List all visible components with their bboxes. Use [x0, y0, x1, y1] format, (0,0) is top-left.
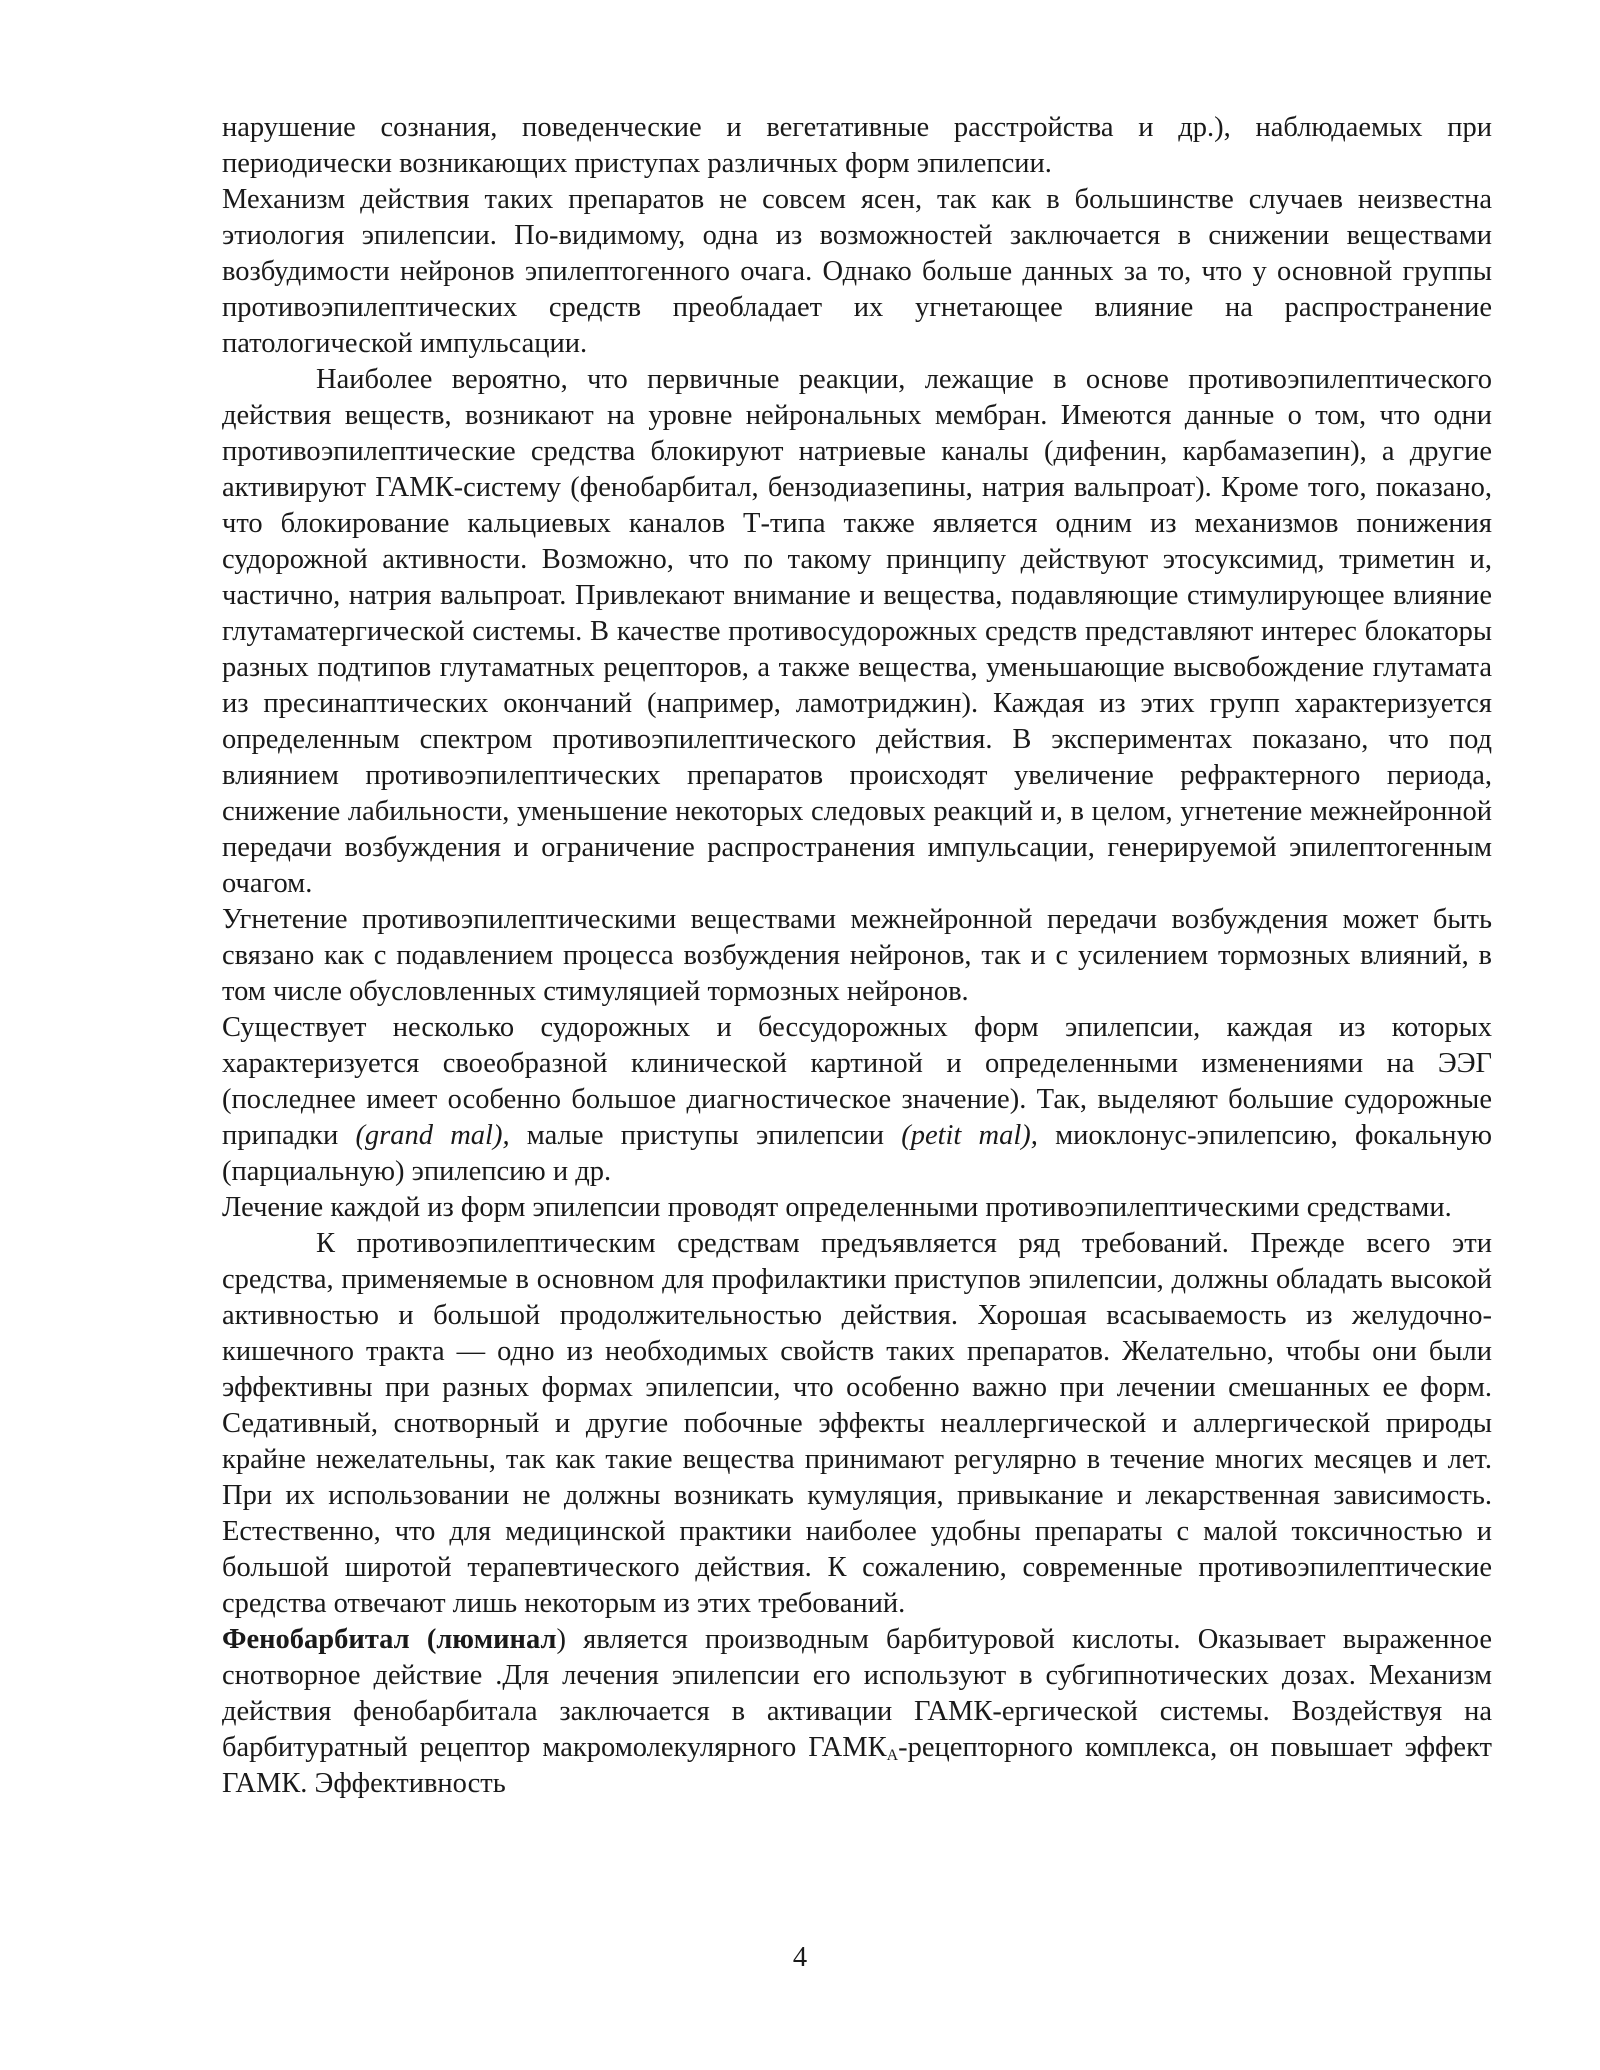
document-page [222, 110, 1492, 1802]
paragraph-5-text-3: миоклонус-эпилепсию, фокальную (парциальную) эпилепсию и др. [222, 1120, 1492, 1187]
paragraph-5 [222, 1010, 1492, 1190]
paragraph-5-text-1: Существует несколько судорожных и бессудорожных форм эпилепсии, каждая из которых характеризуется своеобразной клинической картиной и определенными изменениями на ЭЭГ (последнее имеет особенно большое диагностическое значение). Так, выделяют большие судорожные припадки [222, 1012, 1492, 1151]
paragraph-7: К противоэпилептическим средствам предъявляется ряд требований. Прежде всего эти средства, применяемые в основном для профилактики приступов эпилепсии, должны обладать высокой активностью и большой продолжительностью действия. Хорошая всасываемость из желудочно-кишечного тракта — одно из необходимых свойств таких препаратов. Желательно, чтобы они были эффективны при разных формах эпилепсии, что особенно важно при лечении смешанных ее форм. Седативный, снотворный и другие побочные эффекты неаллергической и аллергической природы крайне нежелательны, так как такие вещества принимают регулярно в течение многих месяцев и лет. При их использовании не должны возникать кумуляция, привыкание и лекарственная зависимость. Естественно, что для медицинской практики наиболее удобны препараты с малой токсичностью и большой широтой терапевтического действия. К сожалению, современные противоэпилептические средства отвечают лишь некоторым из этих требований. [222, 1228, 1492, 1619]
paragraph-4: Угнетение противоэпилептическими веществами межнейронной передачи возбуждения может быть связано как с подавлением процесса возбуждения нейронов, так и с усилением тормозных влияний, в том числе обусловленных стимуляцией тормозных нейронов. [222, 904, 1492, 1007]
paragraph-8-text-1: ) является производным барбитуровой кислоты. Оказывает выраженное снотворное действие .Для лечения эпилепсии его используют в субгипнотических дозах. Механизм действия фенобарбитала заключается в активации ГАМК-ергической системы. Воздействуя на барбитуратный рецептор макромолекулярного ГАМК [222, 1624, 1492, 1763]
paragraph-2: Механизм действия таких препаратов не совсем ясен, так как в большинстве случаев неизвестна этиология эпилепсии. По-видимому, одна из возможностей заключается в снижении веществами возбудимости нейронов эпилептогенного очага. Однако больше данных за то, что у основной группы противоэпилептических средств преобладает их угнетающее влияние на распространение патологической импульсации. [222, 184, 1492, 359]
paragraph-8-bold-term: Фенобарбитал (люминал [222, 1624, 557, 1655]
paragraph-3: Наиболее вероятно, что первичные реакции, лежащие в основе противоэпилептического действия веществ, возникают на уровне нейрональных мембран. Имеются данные о том, что одни противоэпилептические средства блокируют натриевые каналы (дифенин, карбамазепин), а другие активируют ГАМК-систему (фенобарбитал, бензодиазепины, натрия вальпроат). Кроме того, показано, что блокирование кальциевых каналов Т-типа также является одним из механизмов понижения судорожной активности. Возможно, что по такому принципу действуют этосуксимид, триметин и, частично, натрия вальпроат. Привлекают внимание и вещества, подавляющие стимулирующее влияние глутаматергической системы. В качестве противосудорожных средств представляют интерес блокаторы разных подтипов глутаматных рецепторов, а также вещества, уменьшающие высвобождение глутамата из пресинаптических окончаний (например, ламотриджин). Каждая из этих групп характеризуется определенным спектром противоэпилептического действия. В экспериментах показано, что под влиянием противоэпилептических препаратов происходят увеличение рефрактерного периода, снижение лабильности, уменьшение некоторых следовых реакций и, в целом, угнетение межнейронной передачи возбуждения и ограничение распространения импульсации, генерируемой эпилептогенным очагом. [222, 364, 1492, 899]
paragraph-8-text-2: -рецепторного комплекса, он повышает эффект ГАМК. Эффективность [222, 1732, 1492, 1799]
page-number: 4 [792, 1942, 808, 1973]
paragraph-5-text-2: малые приступы эпилепсии [509, 1120, 902, 1151]
paragraph-1: нарушение сознания, поведенческие и вегетативные расстройства и др.), наблюдаемых при периодически возникающих приступах различных форм эпилепсии. [222, 112, 1492, 179]
paragraph-5-italic-grand-mal: (grand mal), [355, 1120, 510, 1151]
paragraph-8 [222, 1622, 1492, 1802]
paragraph-5-italic-petit-mal: (petit mal), [901, 1120, 1038, 1151]
paragraph-6: Лечение каждой из форм эпилепсии проводят определенными противоэпилептическими средствами. [222, 1192, 1452, 1223]
paragraph-8-subscript: А [886, 1747, 899, 1764]
